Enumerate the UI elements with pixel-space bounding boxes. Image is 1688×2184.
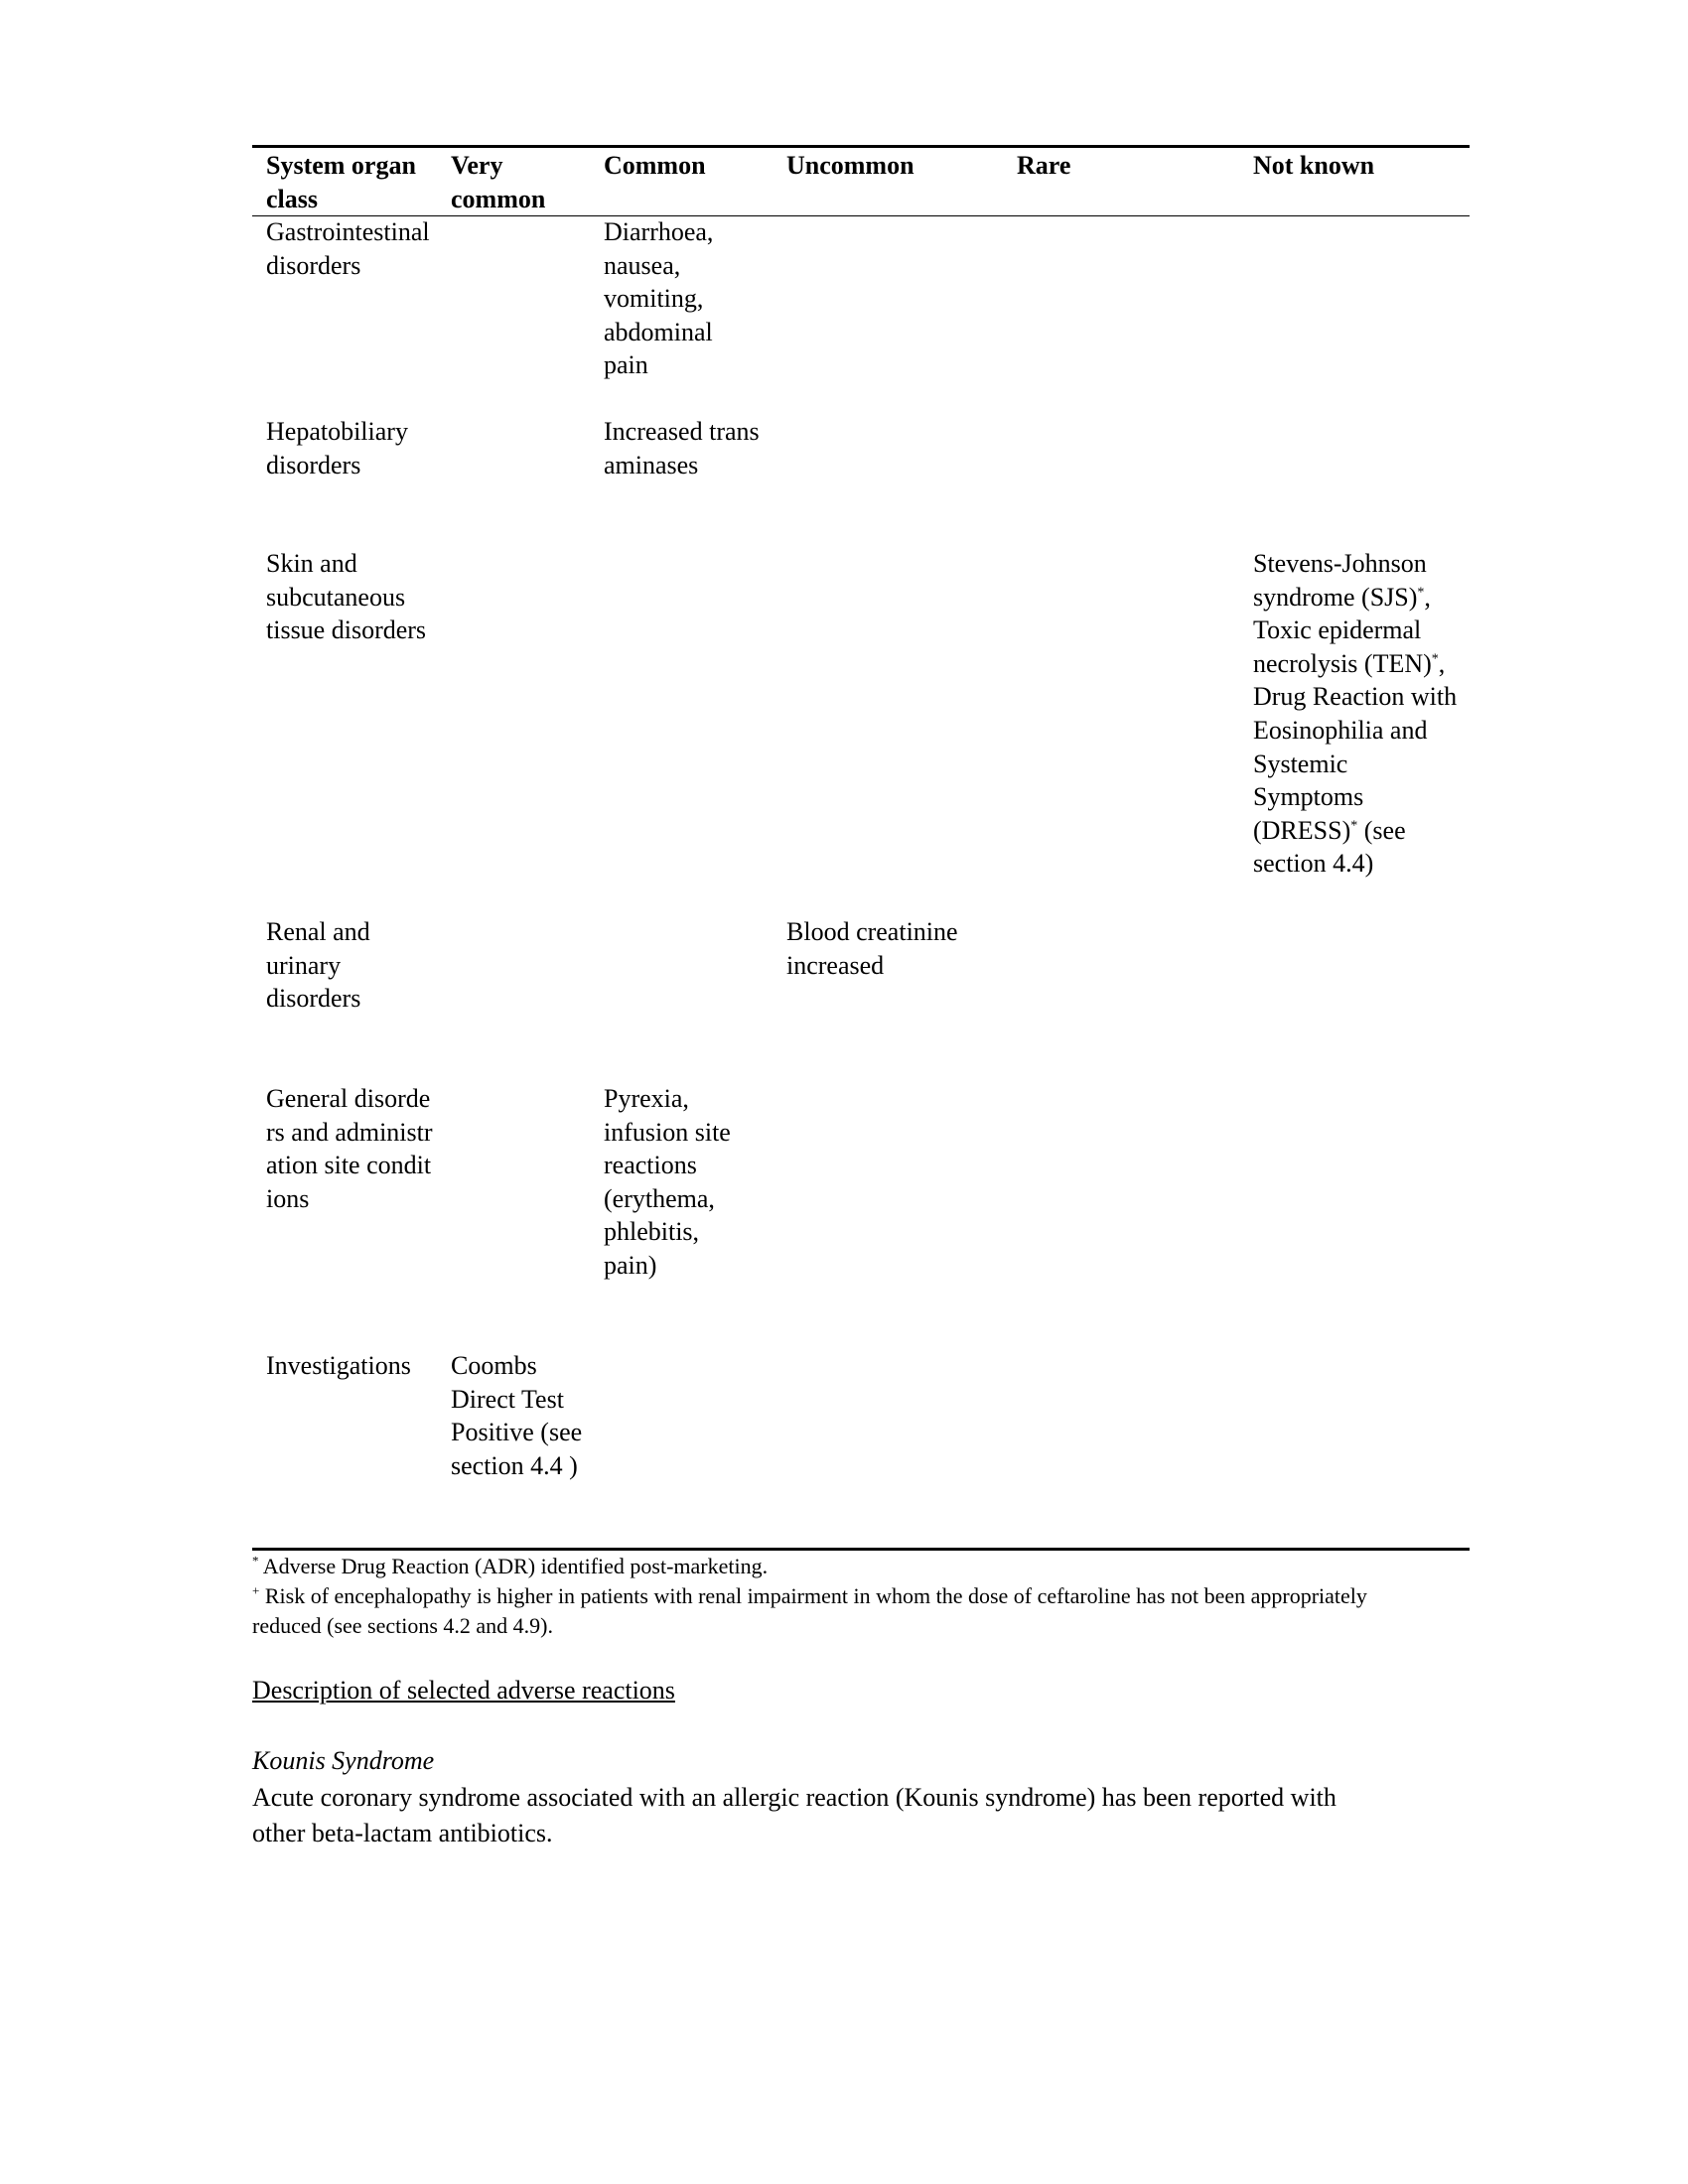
footnote-plus: +	[252, 1582, 260, 1598]
row-general-soc: General disorders and administration site conditions	[266, 1084, 433, 1213]
header-not-known: Not known	[1253, 151, 1375, 180]
footnote-adr-text: Adverse Drug Reaction (ADR) identified post-marketing.	[258, 1554, 769, 1578]
row-gastrointestinal-common: Diarrhoea, nausea, vomiting, abdominal pain	[604, 217, 714, 380]
skin-not-known-part1: Stevens-Johnson syndrome (SJS)	[1253, 549, 1427, 612]
row-investigations-soc: Investigations	[266, 1351, 411, 1380]
table-bottom-rule	[252, 1548, 1470, 1551]
row-hepatobiliary-common: Increased transaminases	[604, 417, 760, 479]
header-very-common: Very common	[451, 151, 546, 213]
header-system-organ-class: System organ class	[266, 151, 416, 213]
footnote-asterisk: *	[252, 1553, 259, 1569]
kounis-paragraph: Acute coronary syndrome associated with an allergic reaction (Kounis syndrome) has been reported with other beta-lactam antibiotics.	[252, 1783, 1336, 1847]
adr-footnote-mark: *	[1350, 818, 1358, 834]
kounis-subheading: Kounis Syndrome	[252, 1746, 435, 1775]
footnote-encephalopathy-text: Risk of encephalopathy is higher in patients with renal impairment in whom the dose of ceftaroline has not been appropriately reduced (see sections 4.2 and 4.9).	[252, 1583, 1367, 1638]
row-general-common: Pyrexia, infusion site reactions (erythema, phlebitis, pain)	[604, 1084, 731, 1280]
skin-not-known-part3: , Drug Reaction with Eosinophilia and Systemic Symptoms (DRESS)	[1253, 648, 1458, 845]
section-heading: Description of selected adverse reactions	[252, 1676, 675, 1705]
footnote-encephalopathy	[252, 1581, 1384, 1641]
footnote-adr	[252, 1552, 1470, 1581]
row-investigations-very-common: Coombs Direct Test Positive (see section 4.4 )	[451, 1351, 583, 1480]
header-rare: Rare	[1017, 151, 1071, 180]
skin-not-known-part2: , Toxic epidermal necrolysis (TEN)	[1253, 582, 1432, 678]
table-top-rule	[252, 145, 1470, 148]
header-uncommon: Uncommon	[786, 151, 914, 180]
row-renal-uncommon: Blood creatinine increased	[786, 917, 958, 980]
header-common: Common	[604, 151, 706, 180]
adr-footnote-mark: *	[1431, 651, 1439, 667]
row-hepatobiliary-soc: Hepatobiliary disorders	[266, 417, 408, 479]
row-renal-soc: Renal and urinary disorders	[266, 917, 370, 1014]
skin-not-known-part4: (see section 4.4)	[1253, 815, 1406, 879]
row-skin-soc: Skin and subcutaneous tissue disorders	[266, 549, 427, 645]
adr-footnote-mark: *	[1417, 584, 1425, 600]
row-gastrointestinal-soc: Gastrointestinal disorders	[266, 217, 430, 280]
row-skin-not-known	[1253, 547, 1462, 881]
